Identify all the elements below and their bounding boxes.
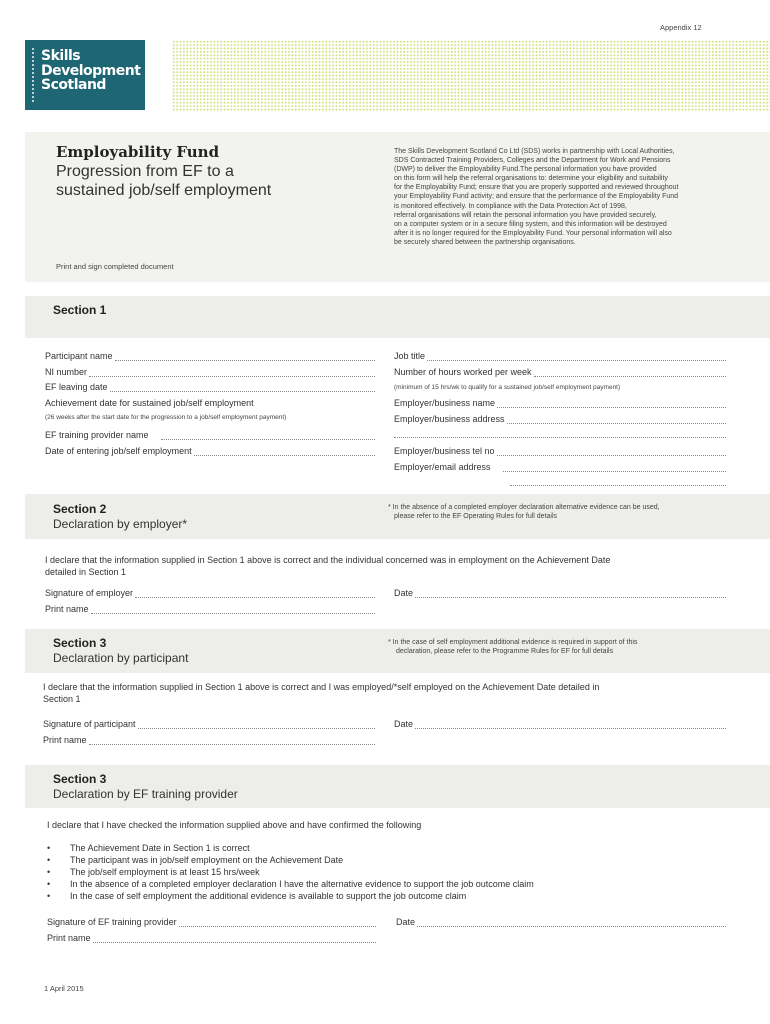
list-item: • In the case of self employment the additional evidence is available to support the job outcome claim [47, 890, 747, 902]
date-entering-employment-field[interactable]: Date of entering job/self employment [45, 446, 375, 456]
logo-line-1: Skills [41, 48, 81, 64]
employer-address-line-2[interactable] [394, 430, 726, 438]
job-title-field[interactable]: Job title [394, 351, 726, 361]
provider-confirmation-list [47, 842, 747, 902]
section-1-heading: Section 1 [53, 303, 107, 317]
logo-line-3: Scotland [41, 77, 106, 93]
list-item: • The Achievement Date in Section 1 is correct [47, 842, 747, 854]
achievement-date-field[interactable]: Achievement date for sustained job/self employment [45, 398, 254, 408]
employer-print-name-field[interactable]: Print name [45, 604, 375, 614]
section-2-note: * In the absence of a completed employer declaration alternative evidence can be used, please refer to the EF Operating Rules for full details [388, 504, 660, 520]
employer-signature-field[interactable]: Signature of employer [45, 588, 375, 598]
section-3-participant-note: * In the case of self employment additional evidence is required in support of this declaration, please refer to the Programme Rules for EF for full details [388, 639, 638, 655]
participant-signature-field[interactable]: Signature of participant [43, 719, 375, 729]
section-3-participant-subheading: Declaration by participant [53, 651, 189, 665]
ef-leaving-date-field[interactable]: EF leaving date [45, 382, 375, 392]
section-3-provider-heading: Section 3 [53, 772, 107, 786]
provider-declaration-intro: I declare that I have checked the information supplied above and have confirmed the following [47, 820, 422, 830]
section-2-heading: Section 2 [53, 502, 107, 516]
employer-declaration-text: I declare that the information supplied in Section 1 above is correct and the individual concerned was in employment on the Achievement Date detailed in Section 1 [45, 555, 611, 577]
footer-date: 1 April 2015 [44, 984, 84, 993]
form-subtitle-line-1: Progression from EF to a [56, 163, 234, 180]
employer-date-field[interactable]: Date [394, 588, 726, 598]
section-1-band [25, 296, 770, 338]
print-instruction: Print and sign completed document [56, 262, 174, 271]
employer-address-field[interactable]: Employer/business address [394, 414, 726, 424]
list-item: • The job/self employment is at least 15 hrs/week [47, 866, 747, 878]
decorative-dot-pattern [172, 40, 770, 112]
list-item: • The participant was in job/self employment on the Achievement Date [47, 854, 747, 866]
employer-email-line-2[interactable] [510, 478, 726, 486]
section-2-subheading: Declaration by employer* [53, 517, 188, 531]
section-3-provider-subheading: Declaration by EF training provider [53, 787, 238, 801]
achievement-date-note: (26 weeks after the start date for the progression to a job/self employment payment) [45, 414, 287, 421]
hours-per-week-field[interactable]: Number of hours worked per week [394, 367, 726, 377]
participant-date-field[interactable]: Date [394, 719, 726, 729]
participant-name-field[interactable]: Participant name [45, 351, 375, 361]
provider-signature-field[interactable]: Signature of EF training provider [47, 917, 376, 927]
provider-print-name-field[interactable]: Print name [47, 933, 376, 943]
provider-date-field[interactable]: Date [396, 917, 726, 927]
sds-logo [25, 40, 145, 110]
privacy-notice: The Skills Development Scotland Co Ltd (SDS) works in partnership with Local Authorities, SDS Contracted Training Providers, Colleges and the Department for Work and Pensions (DWP) to deliver the Employability Fund.The personal information you have provided on this form will help the referral organisations to: determine your eligibility and suitability for the Employability Fund; ensure that you are properly supported and reviewed throughout your Employability Fund activity; and ensure that the performance of the Employability Fund is monitored effectively. In compliance with the Data Protection Act of 1998, referral organisations will retain the personal information you have provided securely, on a computer system or in a secure filing system, and this information will be destroyed after it is no longer required for the Employability Fund. Your personal information will also be securely shared between the partnership organisations. [394, 148, 679, 246]
appendix-label: Appendix 12 [660, 23, 702, 32]
employer-email-field[interactable]: Employer/email address [394, 462, 726, 472]
form-title: Employability Fund [56, 143, 220, 161]
employer-tel-field[interactable]: Employer/business tel no [394, 446, 726, 456]
hours-note: (minimum of 15 hrs/wk to qualify for a sustained job/self employment payment) [394, 384, 621, 391]
list-item: • In the absence of a completed employer declaration I have the alternative evidence to support the job outcome claim [47, 878, 747, 890]
participant-print-name-field[interactable]: Print name [43, 735, 375, 745]
section-3-participant-heading: Section 3 [53, 636, 107, 650]
form-subtitle-line-2: sustained job/self employment [56, 182, 272, 199]
ni-number-field[interactable]: NI number [45, 367, 375, 377]
ef-provider-name-field[interactable]: EF training provider name [45, 430, 375, 440]
participant-declaration-text: I declare that the information supplied in Section 1 above is correct and I was employed/*self employed on the Achievement Date detailed in Section 1 [43, 682, 600, 704]
employer-name-field[interactable]: Employer/business name [394, 398, 726, 408]
logo-line-2: Development [41, 62, 141, 79]
